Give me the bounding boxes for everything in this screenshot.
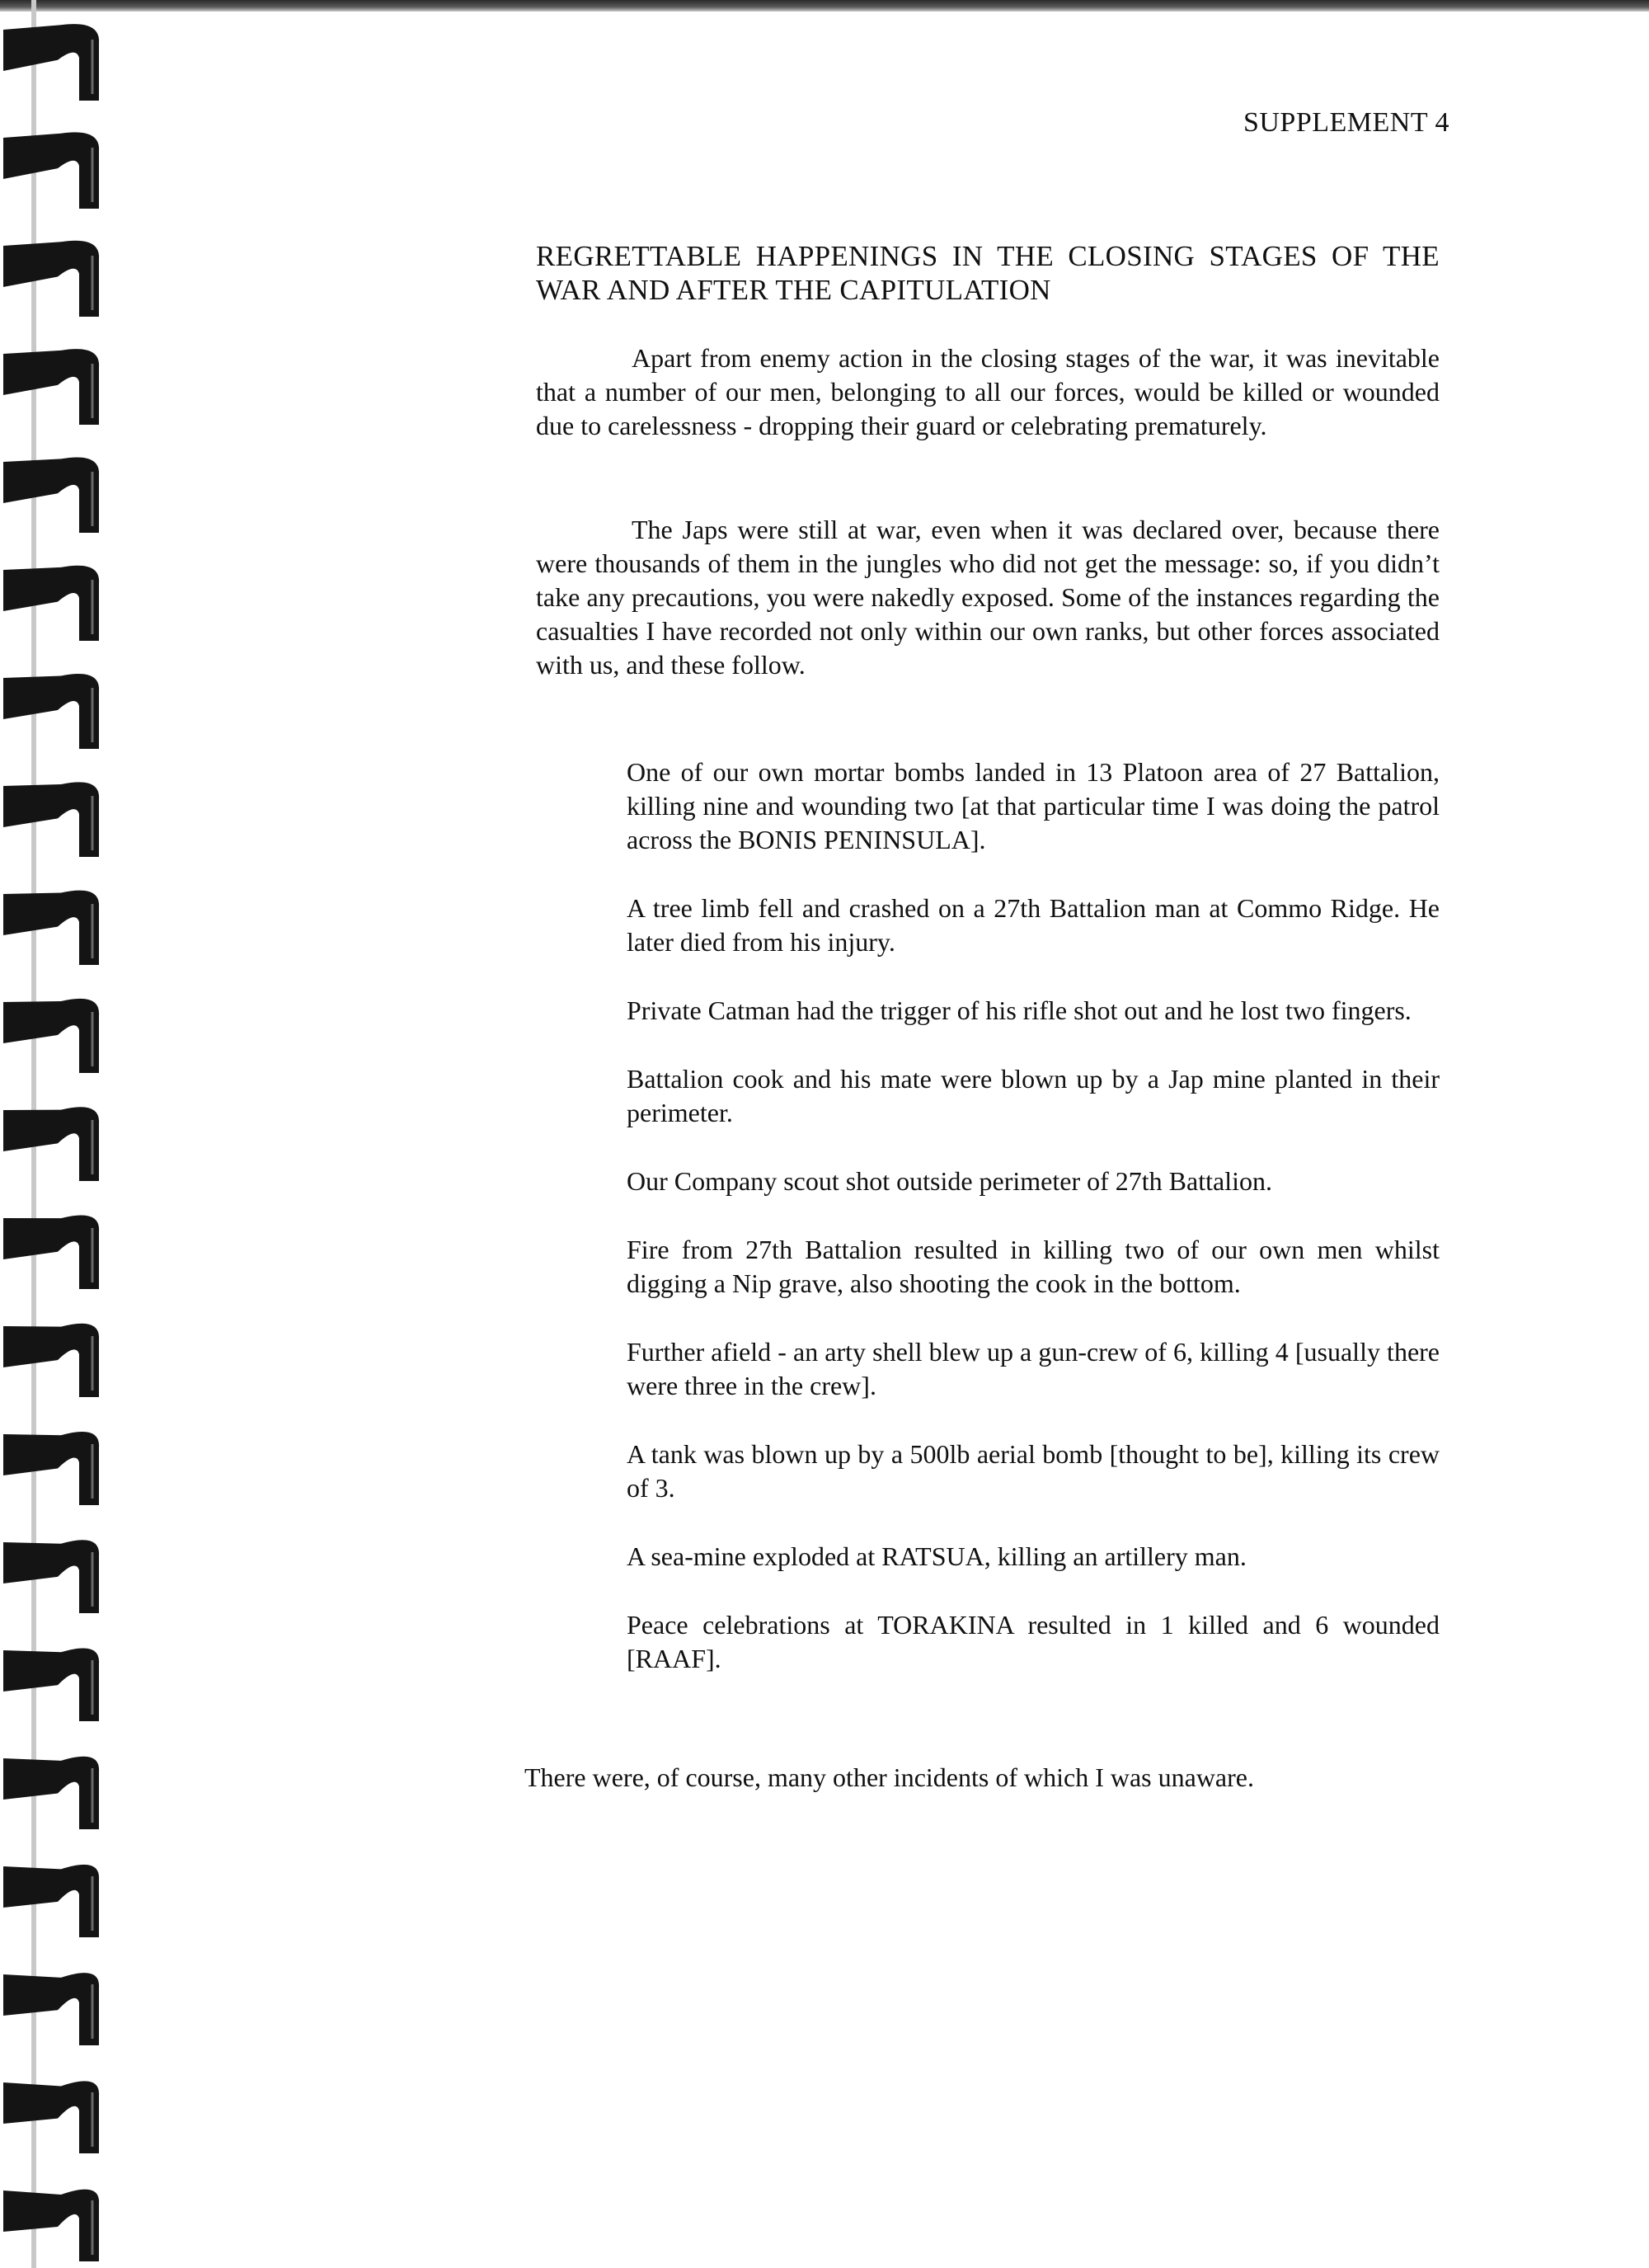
binding-coil <box>3 782 99 857</box>
incident-item: A tree limb fell and crashed on a 27th Battalion man at Commo Ridge. He later died from his injury. <box>627 893 1440 957</box>
binding-coil-shape <box>3 1973 99 2045</box>
spiral-binding-graphic <box>0 0 115 2268</box>
binding-coil-shape <box>3 1648 99 1721</box>
binding-coil <box>3 1324 99 1397</box>
incident-item: Fire from 27th Battalion resulted in killing two of our own men whilst digging a Nip grave, also shooting the cook in the bottom. <box>627 1235 1440 1298</box>
binding-coil-shape <box>3 566 99 641</box>
binding-coil <box>3 674 99 749</box>
incident-item: One of our own mortar bombs landed in 13 Platoon area of 27 Battalion, killing nine and wounding two [at that particular time I was doing the patrol across the BONIS PENINSULA]. <box>627 757 1440 854</box>
binding-coil <box>3 1432 99 1505</box>
incident-item: A tank was blown up by a 500lb aerial bomb [thought to be], killing its crew of 3. <box>627 1439 1440 1503</box>
incident-list <box>627 755 1440 1710</box>
binding-coil-shape <box>3 24 99 101</box>
incident-item: A sea-mine exploded at RATSUA, killing an artillery man. <box>627 1541 1247 1571</box>
binding-coil <box>3 999 99 1073</box>
binding-coil <box>3 1215 99 1289</box>
binding-coil <box>3 24 99 101</box>
binding-coil-shape <box>3 1432 99 1505</box>
binding-coil <box>3 132 99 209</box>
binding-coil-shape <box>3 132 99 209</box>
binding-coil <box>3 1865 99 1937</box>
incident-item: Peace celebrations at TORAKINA resulted in 1 killed and 6 wounded [RAAF]. <box>627 1610 1440 1673</box>
closing-paragraph: There were, of course, many other incidents of which I was unaware. <box>524 1762 1254 1792</box>
binding-coil <box>3 2190 99 2261</box>
binding-coil-shape <box>3 1107 99 1181</box>
binding-coil-shape <box>3 1215 99 1289</box>
binding-coil <box>3 241 99 317</box>
intro-paragraph: Apart from enemy action in the closing stages of the war, it was inevitable that a number of our men, belonging to all our forces, would be killed or wounded due to carelessness - dropping their guard or celebrating prematurely. <box>536 343 1440 440</box>
supplement-header: SUPPLEMENT 4 <box>1243 107 1449 138</box>
binding-coil-shape <box>3 891 99 965</box>
spiral-binding <box>0 0 115 2268</box>
context-paragraph: The Japs were still at war, even when it was declared over, because there were thousands of them in the jungles who did not get the message: so, if you didn’t take any precautions, you were nakedly exposed. Some of the instances regarding the casualties I have recorded not only within our own ranks, but other forces associated with us, and these follow. <box>536 515 1440 680</box>
binding-coil <box>3 1107 99 1181</box>
binding-coil-shape <box>3 999 99 1073</box>
binding-coil <box>3 1973 99 2045</box>
binding-coil <box>3 349 99 425</box>
binding-coil <box>3 1540 99 1613</box>
incident-item: Further afield - an arty shell blew up a gun-crew of 6, killing 4 [usually there were three in the crew]. <box>627 1337 1440 1400</box>
binding-coil-shape <box>3 674 99 749</box>
binding-coil <box>3 891 99 965</box>
binding-coil-shape <box>3 1865 99 1937</box>
incident-item: Battalion cook and his mate were blown up by a Jap mine planted in their perimeter. <box>627 1064 1440 1127</box>
binding-coil-shape <box>3 1324 99 1397</box>
binding-coil <box>3 2081 99 2153</box>
binding-coil-shape <box>3 782 99 857</box>
binding-coil-shape <box>3 241 99 317</box>
binding-coil-shape <box>3 1540 99 1613</box>
document-title: REGRETTABLE HAPPENINGS IN THE CLOSING STAGES OF THE WAR AND AFTER THE CAPITULATION <box>536 240 1440 306</box>
binding-coil-shape <box>3 2081 99 2153</box>
binding-coil-shape <box>3 2190 99 2261</box>
binding-coil-shape <box>3 1757 99 1829</box>
incident-item: Our Company scout shot outside perimeter of 27th Battalion. <box>627 1166 1272 1196</box>
binding-coil <box>3 1648 99 1721</box>
binding-coil <box>3 1757 99 1829</box>
incident-item: Private Catman had the trigger of his rifle shot out and he lost two fingers. <box>627 995 1412 1025</box>
binding-coil <box>3 566 99 641</box>
binding-coil-shape <box>3 349 99 425</box>
page-top-edge <box>0 0 1649 12</box>
binding-coil <box>3 457 99 533</box>
binding-coil-shape <box>3 457 99 533</box>
